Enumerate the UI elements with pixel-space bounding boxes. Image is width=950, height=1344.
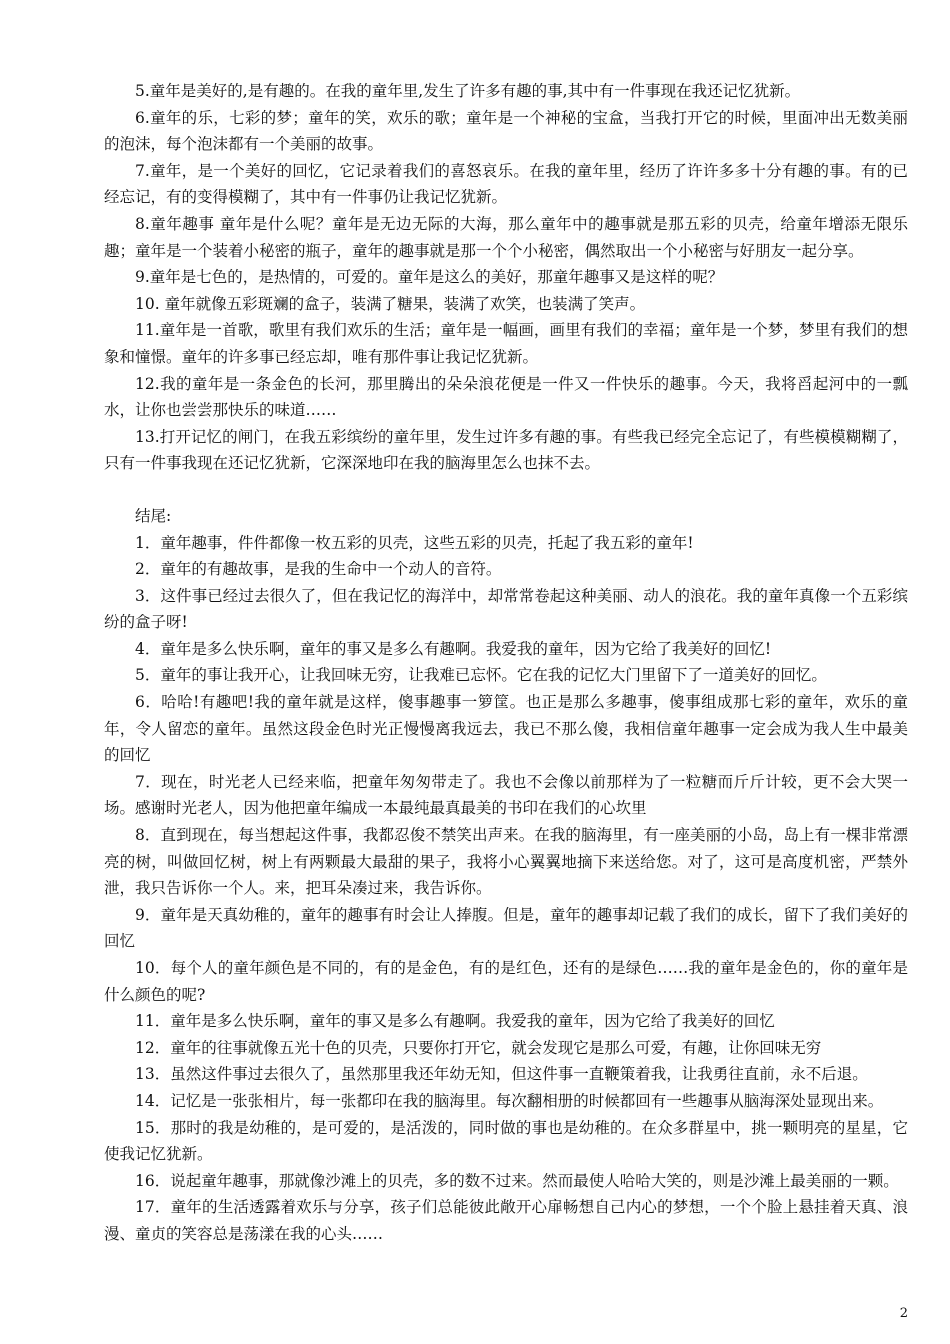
paragraph: 6.童年的乐，七彩的梦；童年的笑，欢乐的歌；童年是一个神秘的宝盒，当我打开它的时候，里面冲出无数美丽的泡沫，每个泡沫都有一个美丽的故事。 bbox=[104, 108, 908, 154]
paragraph: 16．说起童年趣事，那就像沙滩上的贝壳，多的数不过来。然而最使人哈哈大笑的，则是沙滩上最美丽的一颗。 bbox=[135, 1171, 899, 1190]
paragraph: 2．童年的有趣故事，是我的生命中一个动人的音符。 bbox=[135, 560, 502, 579]
paragraph: 17．童年的生活透露着欢乐与分享，孩子们总能彼此敞开心扉畅想自己内心的梦想，一个个脸上悬挂着天真、浪漫、童贞的笑容总是荡漾在我的心头…… bbox=[104, 1198, 908, 1243]
paragraph: 1．童年趣事，件件都像一枚五彩的贝壳，这些五彩的贝壳，托起了我五彩的童年! bbox=[135, 533, 694, 552]
paragraph: 14．记忆是一张张相片，每一张都印在我的脑海里。每次翻相册的时候都回有一些趣事从脑海深处显现出来。 bbox=[135, 1091, 884, 1110]
document-page bbox=[104, 78, 908, 1248]
paragraph: 10．每个人的童年颜色是不同的，有的是金色，有的是红色，还有的是绿色……我的童年是金色的，你的童年是什么颜色的呢? bbox=[104, 959, 908, 1004]
paragraph: 6．哈哈!有趣吧!我的童年就是这样，傻事趣事一箩筐。也正是那么多趣事，傻事组成那七彩的童年，欢乐的童年，令人留恋的童年。虽然这段金色时光正慢慢离我远去，我已不那么傻，我相信童年趣事一定会成为我人生中最美的回忆 bbox=[104, 693, 908, 765]
paragraph: 11．童年是多么快乐啊，童年的事又是多么有趣啊。我爱我的童年，因为它给了我美好的回忆 bbox=[135, 1012, 775, 1031]
paragraph: 15．那时的我是幼稚的，是可爱的，是活泼的，同时做的事也是幼稚的。在众多群星中，挑一颗明亮的星星，它使我记忆犹新。 bbox=[104, 1118, 908, 1164]
section-spacer bbox=[104, 477, 908, 503]
paragraph: 8．直到现在，每当想起这件事，我都忍俊不禁笑出声来。在我的脑海里，有一座美丽的小岛，岛上有一棵非常漂亮的树，叫做回忆树，树上有两颗最大最甜的果子，我将小心翼翼地摘下来送给您。对了，这可是高度机密，严禁外泄，我只告诉你一个人。来，把耳朵凑过来，我告诉你。 bbox=[104, 826, 908, 898]
paragraph: 10. 童年就像五彩斑斓的盒子，装满了糖果，装满了欢笑，也装满了笑声。 bbox=[135, 294, 646, 313]
paragraph: 5．童年的事让我开心，让我回味无穷，让我难已忘怀。它在我的记忆大门里留下了一道美好的回忆。 bbox=[135, 666, 827, 685]
ending-section bbox=[104, 503, 908, 1248]
paragraph: 11.童年是一首歌，歌里有我们欢乐的生活；童年是一幅画，画里有我们的幸福；童年是一个梦，梦里有我们的想象和憧憬。童年的许多事已经忘却，唯有那件事让我记忆犹新。 bbox=[104, 321, 908, 366]
paragraph: 7.童年，是一个美好的回忆，它记录着我们的喜怒哀乐。在我的童年里，经历了许许多多十分有趣的事。有的已经忘记，有的变得模糊了，其中有一件事仍让我记忆犹新。 bbox=[104, 161, 908, 207]
paragraph: 9.童年是七色的，是热情的，可爱的。童年是这么的美好，那童年趣事又是这样的呢？ bbox=[135, 268, 724, 287]
paragraph: 3．这件事已经过去很久了，但在我记忆的海洋中，却常常卷起这种美丽、动人的浪花。我的童年真像一个五彩缤纷的盒子呀! bbox=[104, 586, 908, 632]
paragraph: 8.童年趣事 童年是什么呢？童年是无边无际的大海，那么童年中的趣事就是那五彩的贝壳，给童年增添无限乐趣；童年是一个装着小秘密的瓶子，童年的趣事就是那一个个小秘密，偶然取出一个小秘密与好朋友一起分享。 bbox=[104, 214, 908, 260]
paragraph: 13.打开记忆的闸门，在我五彩缤纷的童年里，发生过许多有趣的事。有些我已经完全忘记了，有些模模糊糊了，只有一件事我现在还记忆犹新，它深深地印在我的脑海里怎么也抹不去。 bbox=[104, 427, 908, 473]
section-heading: 结尾: bbox=[135, 506, 172, 525]
paragraph: 13．虽然这件事过去很久了，虽然那里我还年幼无知，但这件事一直鞭策着我，让我勇往直前，永不后退。 bbox=[135, 1065, 868, 1084]
intro-section bbox=[104, 78, 908, 477]
paragraph: 12．童年的往事就像五光十色的贝壳，只要你打开它，就会发现它是那么可爱，有趣，让你回味无穷 bbox=[135, 1038, 822, 1057]
paragraph: 9．童年是天真幼稚的，童年的趣事有时会让人捧腹。但是，童年的趣事却记载了我们的成长，留下了我们美好的回忆 bbox=[104, 905, 908, 951]
paragraph: 4．童年是多么快乐啊，童年的事又是多么有趣啊。我爱我的童年，因为它给了我美好的回忆! bbox=[135, 639, 772, 658]
page-number: 2 bbox=[899, 1306, 908, 1321]
paragraph: 12.我的童年是一条金色的长河，那里腾出的朵朵浪花便是一件又一件快乐的趣事。今天，我将舀起河中的一瓢水，让你也尝尝那快乐的味道…… bbox=[104, 374, 908, 420]
paragraph: 5.童年是美好的,是有趣的。在我的童年里,发生了许多有趣的事,其中有一件事现在我还记忆犹新。 bbox=[135, 82, 801, 100]
paragraph: 7．现在，时光老人已经来临，把童年匆匆带走了。我也不会像以前那样为了一粒糖而斤斤计较，更不会大哭一场。感谢时光老人，因为他把童年编成一本最纯最真最美的书印在我们的心坎里 bbox=[104, 772, 908, 818]
